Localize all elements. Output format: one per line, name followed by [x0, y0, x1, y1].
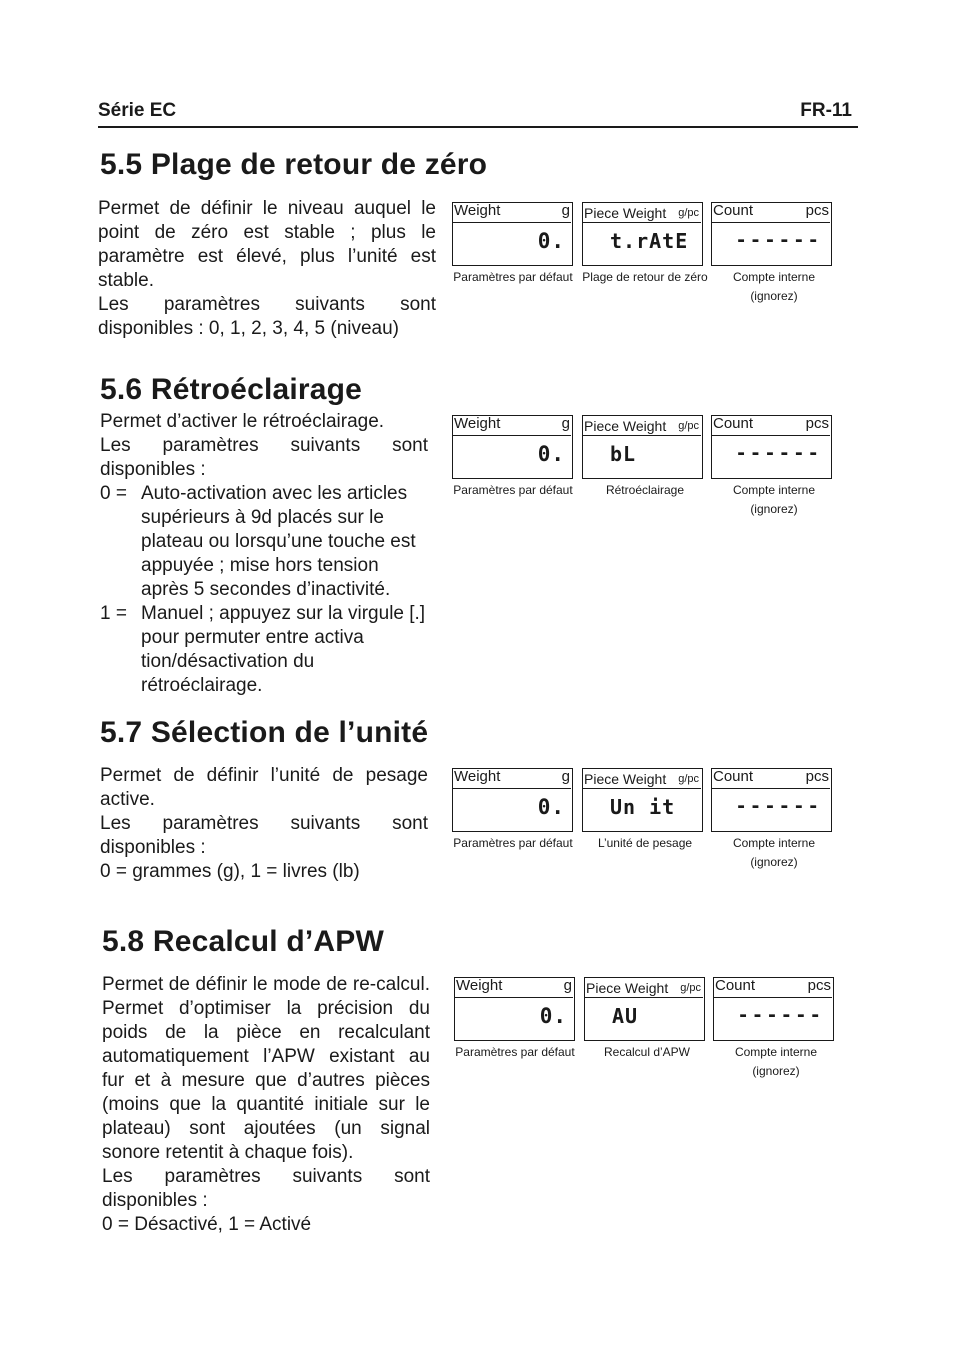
piece-weight-value: AU [612, 1004, 639, 1028]
weight-display [452, 768, 573, 832]
piece-weight-label: Piece Weight [584, 418, 667, 434]
section-title: 5.6 Rétroéclairage [100, 373, 363, 406]
weight-unit: g [561, 415, 570, 432]
weight-label: Weight [454, 202, 501, 219]
weight-display [452, 202, 573, 266]
piece-weight-label: Piece Weight [584, 771, 667, 787]
weight-caption: Paramètres par défaut [453, 270, 573, 284]
option-text: Auto-activation avec les articles supérieurs à 9d placés sur le plateau ou lorsqu’une touche est appuyée ; mise hors tension après 5 secondes d’inactivité. [141, 483, 416, 600]
paragraph: Les paramètres suivants sont disponibles : [102, 1166, 430, 1211]
piece-weight-unit: g/pc [680, 982, 701, 994]
option-text: Manuel ; appuyez sur la virgule [.] pour permuter entre activa tion/désactivation du rétroéclairage. [141, 603, 426, 696]
weight-value: 0. [537, 795, 565, 819]
paragraph: Permet de définir le niveau auquel le point de zéro est stable ; plus le paramètre est élevé, plus l’unité est stable. [98, 198, 436, 291]
option-item [100, 602, 428, 698]
piece-weight-unit: g/pc [678, 773, 699, 785]
piece-weight-display [584, 977, 705, 1041]
count-label: Count [713, 768, 754, 785]
piece-weight-value: Un it [610, 795, 676, 819]
section-body [100, 764, 428, 884]
weight-unit: g [561, 202, 570, 219]
option-key: 0 = [100, 483, 127, 504]
count-unit: pcs [805, 202, 829, 219]
page-number: FR-11 [800, 100, 852, 121]
count-unit: pcs [807, 977, 831, 994]
weight-unit: g [561, 768, 570, 785]
piece-weight-display [582, 415, 703, 479]
count-caption: Compte interne (ignorez) [732, 836, 816, 869]
piece-weight-label: Piece Weight [584, 205, 667, 221]
piece-weight-unit: g/pc [678, 207, 699, 219]
weight-label: Weight [454, 415, 501, 432]
weight-caption: Paramètres par défaut [453, 483, 573, 497]
piece-weight-display [582, 768, 703, 832]
weight-label: Weight [454, 768, 501, 785]
section-title: 5.8 Recalcul d’APW [102, 925, 385, 958]
count-display [713, 977, 834, 1041]
count-caption: Compte interne (ignorez) [732, 270, 816, 303]
paragraph: 0 = grammes (g), 1 = livres (lb) [100, 861, 360, 882]
count-value: ------ [735, 795, 822, 817]
series-title: Série EC [98, 100, 177, 121]
weight-caption: Paramètres par défaut [455, 1045, 575, 1059]
option-key: 1 = [100, 603, 127, 624]
paragraph: Les paramètres suivants sont disponibles : 0, 1, 2, 3, 4, 5 (niveau) [98, 294, 436, 339]
weight-unit: g [563, 977, 572, 994]
section-body [102, 973, 430, 1237]
count-unit: pcs [805, 768, 829, 785]
piece-weight-value: t.rAtE [610, 229, 689, 253]
count-value: ------ [735, 229, 822, 251]
count-label: Count [713, 202, 754, 219]
weight-value: 0. [537, 442, 565, 466]
paragraph: Permet de définir le mode de re-calcul. Permet d’optimiser la précision du poids de la pièce en recalculant automatiquement l’APW existant au fur et à mesure que d’autres pièces (moins que la quantité initiale sur le plateau) sont ajoutées (un signal sonore retentit à chaque fois). [102, 974, 430, 1163]
count-unit: pcs [805, 415, 829, 432]
piece-weight-display [582, 202, 703, 266]
piece-weight-caption: Plage de retour de zéro [582, 270, 708, 284]
count-label: Count [715, 977, 756, 994]
weight-label: Weight [456, 977, 503, 994]
piece-weight-caption: L’unité de pesage [597, 836, 693, 850]
weight-display [452, 415, 573, 479]
paragraph: Permet d’activer le rétroéclairage. [100, 411, 385, 432]
count-display [711, 415, 832, 479]
count-caption: Compte interne (ignorez) [732, 483, 816, 516]
paragraph: Les paramètres suivants sont disponibles : [100, 435, 428, 480]
option-item [100, 482, 428, 602]
piece-weight-unit: g/pc [678, 420, 699, 432]
piece-weight-value: bL [610, 442, 637, 466]
count-display [711, 768, 832, 832]
count-display [711, 202, 832, 266]
paragraph: 0 = Désactivé, 1 = Activé [102, 1214, 312, 1235]
piece-weight-label: Piece Weight [586, 980, 669, 996]
count-caption: Compte interne (ignorez) [734, 1045, 818, 1078]
section-body [100, 410, 428, 698]
count-value: ------ [737, 1004, 824, 1026]
weight-value: 0. [539, 1004, 567, 1028]
section-title: 5.7 Sélection de l’unité [100, 716, 429, 749]
count-label: Count [713, 415, 754, 432]
page-header [98, 98, 858, 128]
weight-caption: Paramètres par défaut [453, 836, 573, 850]
weight-value: 0. [537, 229, 565, 253]
piece-weight-caption: Rétroéclairage [605, 483, 685, 497]
section-title: 5.5 Plage de retour de zéro [100, 148, 488, 181]
count-value: ------ [735, 442, 822, 464]
paragraph: Permet de définir l’unité de pesage active. [100, 765, 428, 810]
piece-weight-caption: Recalcul d’APW [603, 1045, 691, 1059]
weight-display [454, 977, 575, 1041]
paragraph: Les paramètres suivants sont disponibles : [100, 813, 428, 858]
section-body [98, 197, 436, 341]
